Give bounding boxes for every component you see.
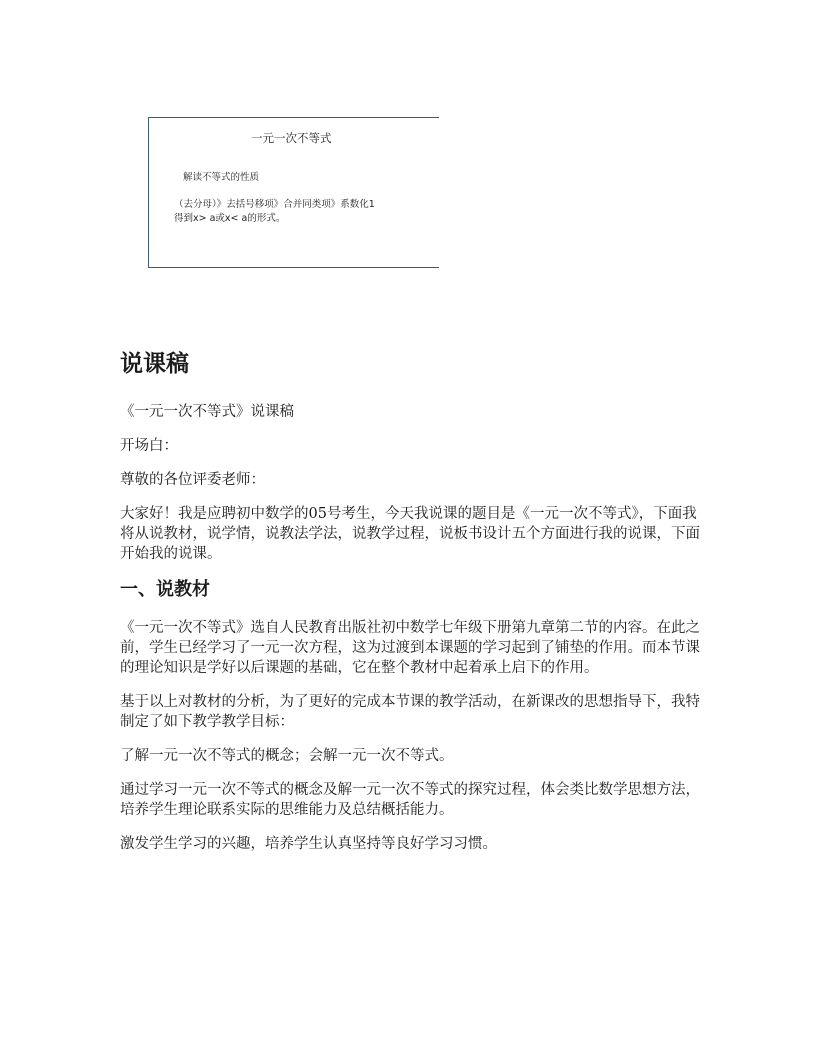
board-line-steps: （去分母）》去括号移项》合并同类项》系数化1 — [174, 199, 375, 210]
blackboard-design-image — [148, 117, 439, 268]
paragraph-greeting: 尊敬的各位评委老师： — [120, 472, 265, 488]
paragraph-analysis: 基于以上对教材的分析，为了更好的完成本节课的教学活动，在新课改的思想指导下，我特制定了如下教学教学目标： — [120, 694, 700, 730]
paragraph-goal-1: 了解一元一次不等式的概念；会解一元一次不等式。 — [120, 748, 454, 764]
paragraph-subtitle: 《一元一次不等式》说课稿 — [120, 404, 294, 420]
paragraph-goal-2: 通过学习一元一次不等式的概念及解一元一次不等式的探究过程，体会类比数学思想方法，培养学生理论联系实际的思维能力及总结概括能力。 — [120, 782, 700, 818]
paragraph-goal-3: 激发学生学习的兴趣，培养学生认真坚持等良好学习习惯。 — [120, 836, 497, 852]
paragraph-opening: 开场白： — [120, 438, 178, 454]
paragraph-intro: 大家好！我是应聘初中数学的05号考生，今天我说课的题目是《一元一次不等式》，下面我将从说教材，说学情，说教法学法，说教学过程，说板书设计五个方面进行我的说课，下面开始我的说课。 — [120, 506, 700, 562]
board-line-result: 得到x> a或x< a的形式。 — [174, 213, 286, 224]
document-body — [120, 346, 705, 868]
section-heading-textbook: 一、说教材 — [120, 579, 210, 600]
board-line-properties: 解读不等式的性质 — [183, 172, 260, 183]
board-title: 一元一次不等式 — [251, 131, 332, 145]
page-title: 说课稿 — [120, 351, 189, 377]
paragraph-textbook: 《一元一次不等式》选自人民教育出版社初中数学七年级下册第九章第二节的内容。在此之前，学生已经学习了一元一次方程，这为过渡到本课题的学习起到了铺垫的作用。而本节课的理论知识是学好以后课题的基础，它在整个教材中起着承上启下的作用。 — [120, 620, 700, 676]
